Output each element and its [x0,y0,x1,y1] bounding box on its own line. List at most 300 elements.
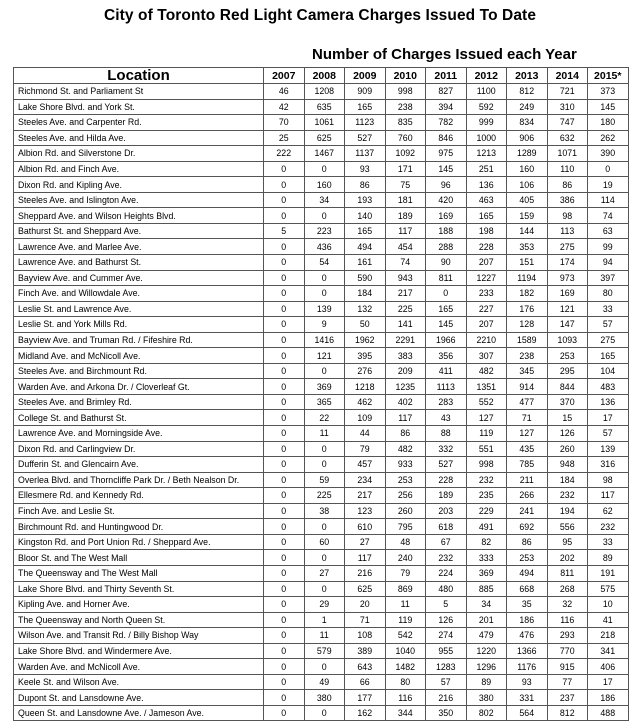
charges-count-cell: 216 [426,690,467,706]
table-row [14,208,629,224]
charges-count-cell: 79 [385,565,426,581]
charges-count-cell: 117 [345,550,386,566]
charges-count-cell: 0 [264,628,305,644]
charges-count-cell: 41 [588,612,629,628]
charges-count-cell: 770 [547,643,588,659]
charges-count-cell: 0 [264,332,305,348]
charges-count-cell: 411 [426,363,467,379]
charges-count-cell: 331 [507,690,548,706]
charges-count-cell: 136 [588,394,629,410]
table-row [14,301,629,317]
location-cell: Dixon Rd. and Carlingview Dr. [14,441,264,457]
charges-count-cell: 203 [426,503,467,519]
charges-count-cell: 0 [264,643,305,659]
location-cell: Kipling Ave. and Horner Ave. [14,597,264,613]
charges-count-cell: 2291 [385,332,426,348]
charges-count-cell: 0 [264,192,305,208]
charges-count-cell: 389 [345,643,386,659]
charges-count-cell: 479 [466,628,507,644]
charges-count-cell: 34 [304,192,345,208]
charges-count-cell: 151 [507,255,548,271]
charges-count-cell: 193 [345,192,386,208]
charges-count-cell: 0 [264,441,305,457]
location-cell: Steeles Ave. and Carpenter Rd. [14,115,264,131]
charges-count-cell: 119 [466,426,507,442]
location-cell: Warden Ave. and Arkona Dr. / Cloverleaf Gt. [14,379,264,395]
table-row [14,581,629,597]
charges-count-cell: 217 [345,488,386,504]
charges-count-cell: 217 [385,286,426,302]
charges-count-cell: 54 [304,255,345,271]
location-cell: Dufferin St. and Glencairn Ave. [14,457,264,473]
charges-count-cell: 480 [426,581,467,597]
location-cell: The Queensway and The West Mall [14,565,264,581]
charges-count-cell: 0 [264,426,305,442]
charges-count-cell: 933 [385,457,426,473]
charges-count-cell: 25 [264,130,305,146]
location-cell: Lake Shore Blvd. and Windermere Ave. [14,643,264,659]
charges-count-cell: 1351 [466,379,507,395]
charges-count-cell: 386 [547,192,588,208]
charges-count-cell: 218 [588,628,629,644]
charges-count-cell: 0 [264,488,305,504]
charges-count-cell: 104 [588,363,629,379]
charges-count-cell: 256 [385,488,426,504]
charges-count-cell: 380 [466,690,507,706]
charges-count-cell: 116 [385,690,426,706]
charges-count-cell: 0 [264,348,305,364]
charges-count-cell: 136 [466,177,507,193]
charges-count-cell: 224 [426,565,467,581]
table-row [14,192,629,208]
charges-count-cell: 207 [466,317,507,333]
charges-count-cell: 1093 [547,332,588,348]
location-cell: Overlea Blvd. and Thorncliffe Park Dr. / Beth Nealson Dr. [14,472,264,488]
charges-count-cell: 249 [507,99,548,115]
charges-count-cell: 60 [304,534,345,550]
charges-count-cell: 253 [385,472,426,488]
charges-count-cell: 405 [507,192,548,208]
charges-count-cell: 0 [264,177,305,193]
charges-count-cell: 116 [547,612,588,628]
location-cell: Albion Rd. and Silverstone Dr. [14,146,264,162]
charges-count-cell: 0 [304,457,345,473]
charges-count-cell: 0 [588,161,629,177]
charges-count-cell: 283 [426,394,467,410]
charges-count-cell: 20 [345,597,386,613]
charges-count-cell: 145 [426,317,467,333]
charges-count-cell: 0 [304,519,345,535]
charges-count-cell: 0 [264,472,305,488]
charges-count-cell: 117 [385,223,426,239]
charges-count-cell: 0 [264,457,305,473]
charges-count-cell: 33 [588,301,629,317]
charges-count-cell: 117 [385,410,426,426]
charges-count-cell: 1 [304,612,345,628]
charges-count-cell: 147 [547,317,588,333]
charges-count-cell: 35 [507,597,548,613]
charges-count-cell: 1137 [345,146,386,162]
charges-count-cell: 228 [426,472,467,488]
location-cell: Warden Ave. and McNicoll Ave. [14,659,264,675]
charges-count-cell: 1482 [385,659,426,675]
charges-count-cell: 209 [385,363,426,379]
charges-count-cell: 0 [304,208,345,224]
table-row [14,457,629,473]
charges-count-cell: 1208 [304,84,345,100]
charges-count-cell: 998 [466,457,507,473]
table-row [14,270,629,286]
table-row [14,348,629,364]
charges-count-cell: 295 [547,363,588,379]
charges-count-cell: 1962 [345,332,386,348]
location-cell: Leslie St. and York Mills Rd. [14,317,264,333]
table-row [14,239,629,255]
charges-count-cell: 74 [385,255,426,271]
charges-count-cell: 169 [547,286,588,302]
charges-count-cell: 89 [588,550,629,566]
column-header-year: 2007 [264,68,305,84]
charges-count-cell: 846 [426,130,467,146]
table-row [14,332,629,348]
charges-count-cell: 27 [345,534,386,550]
charges-count-cell: 43 [426,410,467,426]
table-row [14,534,629,550]
charges-count-cell: 274 [426,628,467,644]
charges-count-cell: 93 [345,161,386,177]
charges-count-cell: 802 [466,705,507,721]
charges-count-cell: 436 [304,239,345,255]
charges-count-cell: 132 [345,301,386,317]
charges-count-cell: 22 [304,410,345,426]
charges-count-cell: 635 [304,99,345,115]
charges-count-cell: 207 [466,255,507,271]
charges-count-cell: 1289 [507,146,548,162]
location-cell: Queen St. and Lansdowne Ave. / Jameson Ave. [14,705,264,721]
charges-count-cell: 1589 [507,332,548,348]
table-row [14,394,629,410]
charges-count-cell: 275 [547,239,588,255]
charges-count-cell: 494 [507,565,548,581]
charges-count-cell: 0 [264,690,305,706]
table-subtitle: Number of Charges Issued each Year [312,46,577,63]
charges-count-cell: 390 [588,146,629,162]
charges-count-cell: 67 [426,534,467,550]
charges-count-cell: 82 [466,534,507,550]
charges-count-cell: 0 [264,317,305,333]
charges-count-cell: 1113 [426,379,467,395]
charges-count-cell: 141 [385,317,426,333]
location-cell: Leslie St. and Lawrence Ave. [14,301,264,317]
charges-count-cell: 527 [426,457,467,473]
column-header-location: Location [14,68,264,84]
charges-count-cell: 139 [588,441,629,457]
charges-count-cell: 0 [264,550,305,566]
table-row [14,410,629,426]
charges-count-cell: 266 [507,488,548,504]
location-cell: Sheppard Ave. and Wilson Heights Blvd. [14,208,264,224]
charges-count-cell: 795 [385,519,426,535]
charges-count-cell: 128 [507,317,548,333]
charges-count-cell: 234 [345,472,386,488]
charges-count-cell: 268 [547,581,588,597]
charges-count-cell: 161 [345,255,386,271]
charges-count-cell: 121 [547,301,588,317]
charges-count-cell: 275 [588,332,629,348]
charges-count-cell: 552 [466,394,507,410]
charges-count-cell: 10 [588,597,629,613]
charges-count-cell: 70 [264,115,305,131]
charges-count-cell: 0 [304,441,345,457]
location-cell: Richmond St. and Parliament St [14,84,264,100]
charges-count-cell: 184 [547,472,588,488]
charges-count-cell: 482 [466,363,507,379]
charges-count-cell: 216 [345,565,386,581]
charges-count-cell: 0 [304,270,345,286]
charges-count-cell: 106 [507,177,548,193]
charges-count-cell: 402 [385,394,426,410]
table-row [14,255,629,271]
charges-count-cell: 110 [547,161,588,177]
table-row [14,161,629,177]
charges-count-cell: 785 [507,457,548,473]
charges-count-cell: 225 [304,488,345,504]
charges-count-cell: 140 [345,208,386,224]
charges-count-cell: 462 [345,394,386,410]
table-row [14,99,629,115]
charges-count-cell: 1220 [466,643,507,659]
charges-count-cell: 0 [264,519,305,535]
charges-count-cell: 232 [547,488,588,504]
charges-count-cell: 973 [547,270,588,286]
charges-count-cell: 127 [507,426,548,442]
charges-count-cell: 1000 [466,130,507,146]
charges-count-cell: 165 [426,301,467,317]
charges-count-cell: 86 [547,177,588,193]
charges-count-cell: 119 [385,612,426,628]
charges-count-cell: 174 [547,255,588,271]
location-cell: Steeles Ave. and Hilda Ave. [14,130,264,146]
column-header-year: 2011 [426,68,467,84]
charges-count-cell: 180 [588,115,629,131]
charges-count-cell: 0 [264,379,305,395]
charges-count-cell: 999 [466,115,507,131]
charges-count-cell: 454 [385,239,426,255]
charges-count-cell: 1040 [385,643,426,659]
charges-count-cell: 747 [547,115,588,131]
location-cell: Steeles Ave. and Birchmount Rd. [14,363,264,379]
charges-count-cell: 1227 [466,270,507,286]
charges-count-cell: 463 [466,192,507,208]
charges-count-cell: 232 [466,472,507,488]
charges-count-cell: 165 [466,208,507,224]
location-cell: Bayview Ave. and Cummer Ave. [14,270,264,286]
charges-count-cell: 191 [588,565,629,581]
charges-count-cell: 237 [547,690,588,706]
charges-count-cell: 160 [507,161,548,177]
charges-count-cell: 88 [426,426,467,442]
charges-count-cell: 406 [588,659,629,675]
charges-count-cell: 1071 [547,146,588,162]
charges-count-cell: 139 [304,301,345,317]
charges-count-cell: 77 [547,674,588,690]
charges-count-cell: 643 [345,659,386,675]
charges-count-cell: 316 [588,457,629,473]
charges-count-cell: 46 [264,84,305,100]
charges-count-cell: 307 [466,348,507,364]
charges-count-cell: 186 [588,690,629,706]
charges-count-cell: 229 [466,503,507,519]
charges-count-cell: 165 [588,348,629,364]
location-cell: Wilson Ave. and Transit Rd. / Billy Bishop Way [14,628,264,644]
charges-count-cell: 95 [547,534,588,550]
charges-count-cell: 0 [304,161,345,177]
charges-count-cell: 345 [507,363,548,379]
charges-count-cell: 202 [547,550,588,566]
charges-count-cell: 0 [264,270,305,286]
charges-count-cell: 356 [426,348,467,364]
table-row [14,597,629,613]
location-cell: Bayview Ave. and Truman Rd. / Fifeshire Rd. [14,332,264,348]
charges-count-cell: 0 [264,659,305,675]
charges-count-cell: 482 [385,441,426,457]
charges-count-cell: 74 [588,208,629,224]
location-cell: The Queensway and North Queen St. [14,612,264,628]
charges-count-cell: 610 [345,519,386,535]
charges-count-cell: 0 [304,705,345,721]
charges-count-cell: 11 [385,597,426,613]
charges-count-cell: 488 [588,705,629,721]
charges-count-cell: 71 [345,612,386,628]
location-cell: Lawrence Ave. and Bathurst St. [14,255,264,271]
charges-count-cell: 0 [264,394,305,410]
column-header-year: 2012 [466,68,507,84]
charges-count-cell: 834 [507,115,548,131]
charges-count-cell: 527 [345,130,386,146]
charges-count-cell: 194 [547,503,588,519]
charges-count-cell: 57 [588,317,629,333]
table-row [14,643,629,659]
charges-count-cell: 1061 [304,115,345,131]
charges-count-cell: 238 [385,99,426,115]
charges-count-cell: 34 [466,597,507,613]
charges-count-cell: 240 [385,550,426,566]
charges-count-cell: 89 [466,674,507,690]
table-row [14,441,629,457]
charges-count-cell: 575 [588,581,629,597]
charges-count-cell: 0 [426,286,467,302]
charges-count-cell: 476 [507,628,548,644]
document-title: City of Toronto Red Light Camera Charges Issued To Date [103,7,537,24]
charges-count-cell: 96 [426,177,467,193]
charges-count-cell: 1366 [507,643,548,659]
location-cell: Keele St. and Wilson Ave. [14,674,264,690]
charges-count-cell: 477 [507,394,548,410]
charges-count-cell: 0 [264,239,305,255]
charges-count-cell: 293 [547,628,588,644]
charges-count-cell: 33 [588,534,629,550]
charges-count-cell: 176 [507,301,548,317]
charges-count-cell: 145 [426,161,467,177]
charges-count-cell: 177 [345,690,386,706]
charges-count-cell: 113 [547,223,588,239]
charges-count-cell: 844 [547,379,588,395]
charges-count-cell: 251 [466,161,507,177]
charges-count-cell: 1296 [466,659,507,675]
table-row [14,612,629,628]
charges-count-cell: 0 [264,161,305,177]
charges-count-cell: 1213 [466,146,507,162]
charges-count-cell: 1416 [304,332,345,348]
charges-count-cell: 590 [345,270,386,286]
charges-count-cell: 1966 [426,332,467,348]
table-row [14,130,629,146]
charges-count-cell: 5 [426,597,467,613]
charges-count-cell: 760 [385,130,426,146]
charges-count-cell: 288 [426,239,467,255]
charges-count-cell: 0 [264,286,305,302]
charges-count-cell: 162 [345,705,386,721]
table-row [14,177,629,193]
charges-count-cell: 1235 [385,379,426,395]
charges-count-cell: 483 [588,379,629,395]
charges-count-cell: 260 [385,503,426,519]
charges-count-cell: 71 [507,410,548,426]
charges-count-cell: 397 [588,270,629,286]
charges-count-cell: 253 [547,348,588,364]
charges-count-cell: 253 [507,550,548,566]
charges-count-cell: 1100 [466,84,507,100]
charges-count-cell: 812 [507,84,548,100]
charges-count-cell: 975 [426,146,467,162]
charges-count-cell: 782 [426,115,467,131]
charges-count-cell: 0 [304,550,345,566]
charges-count-cell: 165 [345,99,386,115]
charges-count-cell: 370 [547,394,588,410]
charges-count-cell: 494 [345,239,386,255]
charges-count-cell: 914 [507,379,548,395]
charges-count-cell: 86 [345,177,386,193]
charges-count-cell: 0 [264,208,305,224]
charges-count-cell: 1176 [507,659,548,675]
charges-count-cell: 32 [547,597,588,613]
location-cell: Steeles Ave. and Brimley Rd. [14,394,264,410]
charges-count-cell: 228 [466,239,507,255]
charges-count-cell: 955 [426,643,467,659]
charges-count-cell: 333 [466,550,507,566]
charges-count-cell: 812 [547,705,588,721]
charges-count-cell: 618 [426,519,467,535]
charges-count-cell: 62 [588,503,629,519]
charges-count-cell: 80 [588,286,629,302]
charges-count-cell: 121 [304,348,345,364]
charges-table [13,67,629,721]
charges-count-cell: 0 [304,286,345,302]
charges-count-cell: 42 [264,99,305,115]
charges-count-cell: 0 [264,410,305,426]
charges-count-cell: 238 [507,348,548,364]
charges-count-cell: 344 [385,705,426,721]
charges-count-cell: 198 [466,223,507,239]
charges-count-cell: 943 [385,270,426,286]
charges-count-cell: 232 [426,550,467,566]
charges-count-cell: 310 [547,99,588,115]
charges-count-cell: 75 [385,177,426,193]
charges-count-cell: 117 [588,488,629,504]
charges-count-cell: 222 [264,146,305,162]
charges-count-cell: 811 [426,270,467,286]
charges-count-cell: 260 [547,441,588,457]
